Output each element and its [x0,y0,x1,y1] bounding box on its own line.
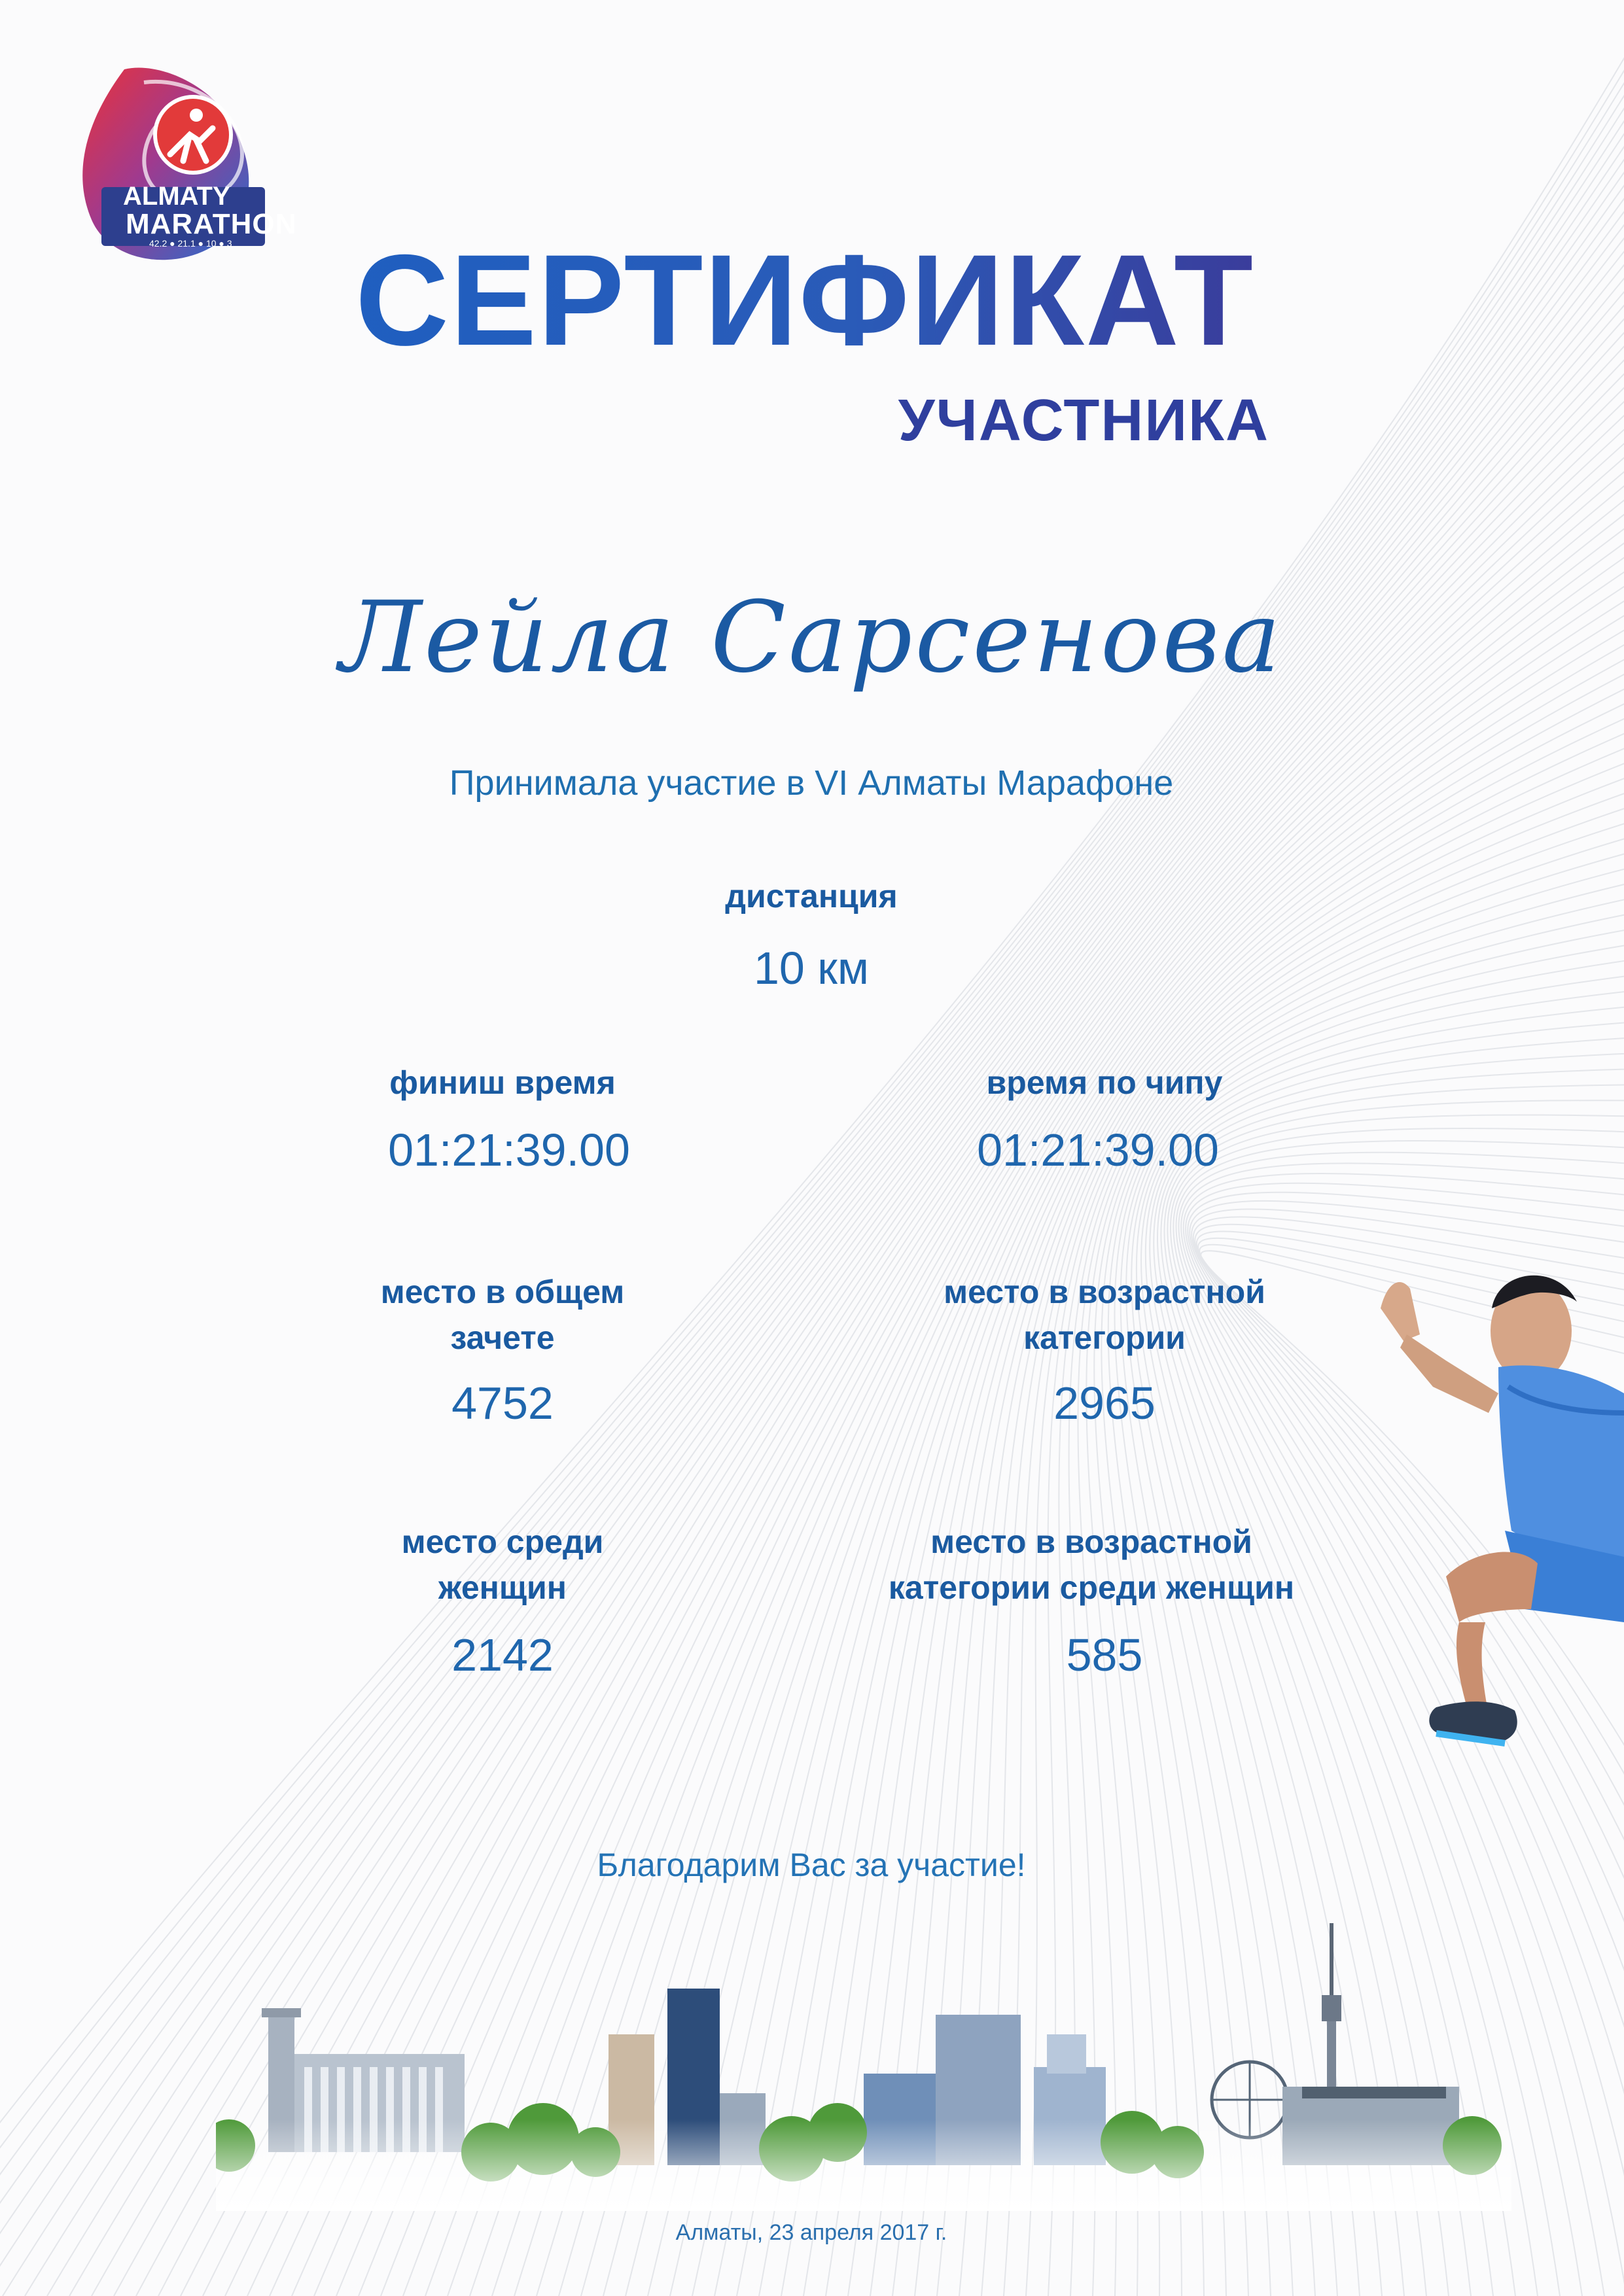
overall-place-label-line2: зачете [450,1319,555,1356]
participation-text: Принимала участие в VI Алматы Марафоне [449,763,1174,803]
age-category-place-label-line2: категории [1023,1319,1186,1356]
thanks-text: Благодарим Вас за участие! [597,1847,1026,1883]
women-place-label-line2: женщин [438,1569,567,1606]
finish-time-value: 01:21:39.00 [388,1124,630,1175]
runner-illustration [1374,1256,1624,1792]
women-place-label-line1: место среди [401,1523,604,1560]
logo-line1: ALMATY [123,182,230,211]
certificate-subtitle: УЧАСТНИКА [898,388,1269,453]
women-place-value: 2142 [451,1629,554,1680]
certificate-title: СЕРТИФИКАТ [334,235,1276,365]
city-skyline-illustration [216,1923,1511,2211]
age-category-place-label-line1: место в возрастной [944,1274,1265,1310]
chip-time-label: время по чипу [986,1064,1223,1101]
women-place-label [306,1519,699,1610]
chip-time-value: 01:21:39.00 [977,1124,1219,1175]
distance-label: дистанция [725,878,898,914]
age-category-place-label [908,1269,1301,1361]
participant-name: Лейла Сарсенова [339,581,1283,695]
almaty-marathon-logo [65,63,297,279]
overall-place-label [306,1269,699,1361]
age-category-women-place-label-line2: категории среди женщин [888,1569,1295,1606]
logo-line2: MARATHON [126,208,297,240]
age-category-women-place-label-line1: место в возрастной [930,1523,1252,1560]
age-category-women-place-label [843,1519,1340,1610]
finish-time-label: финиш время [389,1064,616,1101]
age-category-place-value: 2965 [1053,1378,1156,1429]
overall-place-label-line1: место в общем [380,1274,625,1310]
footer-date: Алматы, 23 апреля 2017 г. [675,2220,947,2245]
age-category-women-place-value: 585 [1066,1629,1143,1680]
overall-place-value: 4752 [451,1378,554,1429]
distance-value: 10 км [753,943,870,994]
logo-distances: 42.2 ● 21.1 ● 10 ● 3 [149,238,232,249]
